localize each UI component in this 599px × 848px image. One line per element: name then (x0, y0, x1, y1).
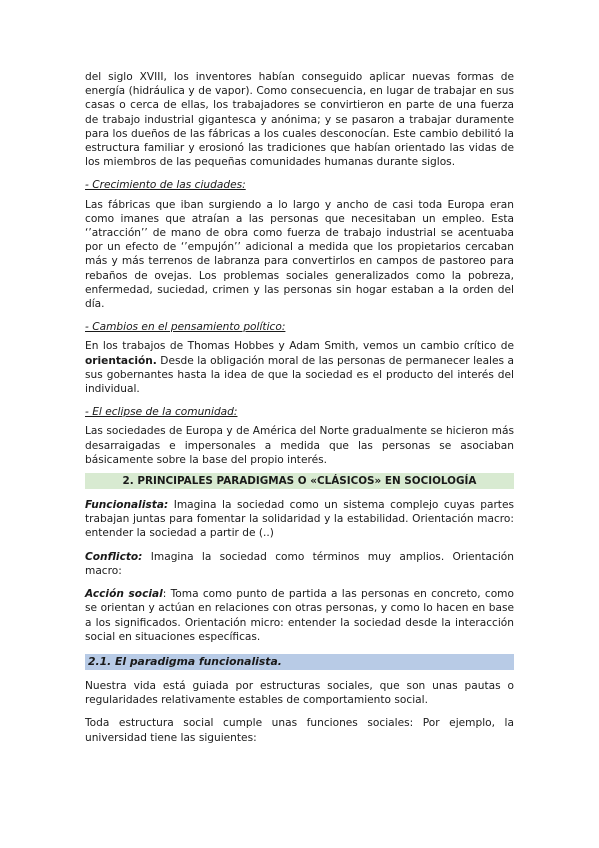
paragraph-pensamiento-politico (85, 339, 514, 396)
paradigm-term: Acción social (85, 588, 163, 601)
document-page (85, 70, 514, 745)
paradigm-funcionalista (85, 498, 514, 541)
paradigm-description: Imagina la sociedad como un sistema complejo cuyas partes trabajan juntas para fomentar la solidaridad y la estabilidad. Orientación macro: entender la sociedad a partir de (..) (85, 499, 514, 540)
subheading-crecimiento-ciudades: - Crecimiento de las ciudades: (85, 179, 246, 192)
subheading-eclipse-comunidad: - El eclipse de la comunidad: (85, 406, 238, 419)
paradigm-conflicto (85, 550, 514, 578)
section-heading-paradigmas: 2. PRINCIPALES PARADIGMAS O «CLÁSICOS» EN SOCIOLOGÍA (85, 473, 514, 489)
paradigm-term: Conflicto: (85, 550, 143, 563)
text-segment: En los trabajos de Thomas Hobbes y Adam Smith, vemos un cambio crítico de (85, 340, 514, 353)
paradigm-term: Funcionalista: (85, 499, 169, 512)
paragraph-funciones-sociales: Toda estructura social cumple unas funciones sociales: Por ejemplo, la universidad tiene las siguientes: (85, 717, 514, 744)
subsection-heading-funcionalista: 2.1. El paradigma funcionalista. (85, 654, 514, 670)
intro-paragraph: del siglo XVIII, los inventores habían conseguido aplicar nuevas formas de energía (hidráulica y de vapor). Como consecuencia, en lugar de trabajar en sus casas o cerca de ellas, los trabajadores se convirtieron en parte de una fuerza de trabajo industrial gigantesca y anónima; y se pasaron a trabajar duramente para los dueños de las fábricas a los cuales desconocían. Este cambio debilitó la estructura familiar y erosionó las tradiciones que habían orientado las vidas de los miembros de las pequeñas comunidades humanas durante siglos. (85, 71, 514, 169)
bold-term-orientacion: orientación. (85, 354, 157, 367)
subheading-pensamiento-politico: - Cambios en el pensamiento político: (85, 321, 286, 334)
paradigm-description: : Toma como punto de partida a las personas en concreto, como se orientan y actúan en relaciones con otras personas, y como lo hacen en base a los significados. Orientación micro: entender la sociedad desde la interacción social en situaciones específicas. (85, 588, 514, 643)
paragraph-estructuras-sociales: Nuestra vida está guiada por estructuras sociales, que son unas pautas o regularidades relativamente estables de comportamiento social. (85, 679, 514, 707)
paradigm-accion-social (85, 587, 514, 644)
paradigm-description: Imagina la sociedad como términos muy amplios. Orientación macro: (85, 550, 514, 577)
paragraph-crecimiento-ciudades: Las fábricas que iban surgiendo a lo largo y ancho de casi toda Europa eran como imanes que atraían a las personas que necesitaban un empleo. Esta ‘’atracción’’ de mano de obra como fuerza de trabajo industrial se acentuaba por un efecto de ‘’empujón’’ adicional a medida que los propietarios cercaban más y más terrenos de labranza para convertirlos en campos de pastoreo para rebaños de ovejas. Los problemas sociales generalizados como la pobreza, enfermedad, suciedad, crimen y las personas sin hogar estaban a la orden del día. (85, 198, 514, 311)
paragraph-eclipse-comunidad: Las sociedades de Europa y de América del Norte gradualmente se hicieron más desarraigadas e impersonales a medida que las personas se asociaban básicamente sobre la base del propio interés. (85, 425, 514, 466)
text-segment: Desde la obligación moral de las personas de permanecer leales a sus gobernantes hasta la idea de que la sociedad es el producto del interés del individual. (85, 354, 514, 396)
